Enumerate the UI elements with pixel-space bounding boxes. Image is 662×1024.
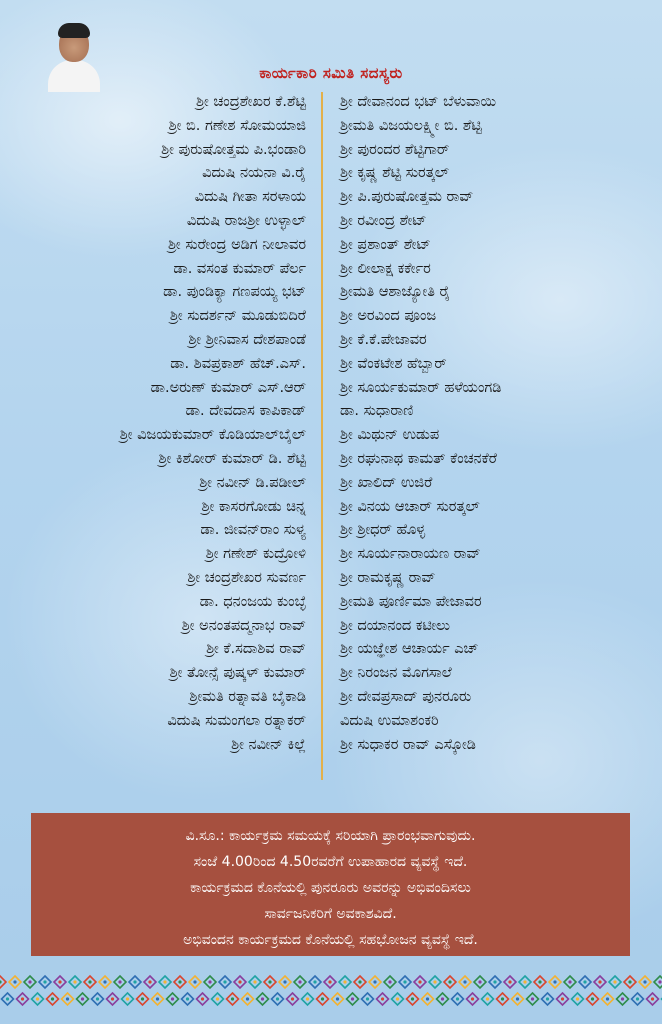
- pattern-dot: [163, 980, 166, 983]
- pattern-dot: [0, 980, 2, 983]
- member-right-22: ಶ್ರೀಮತಿ ಪೂರ್ಣಿಮಾ ಪೇಜಾವರ: [340, 593, 482, 610]
- member-right-6: ಶ್ರೀ ರವೀಂದ್ರ ಶೇಟ್: [340, 212, 427, 229]
- pattern-dot: [658, 980, 661, 983]
- pattern-dot: [381, 997, 384, 1000]
- pattern-dot: [306, 997, 309, 1000]
- member-left-21: ಶ್ರೀ ಚಂದ್ರಶೇಖರ ಸುವರ್ಣ: [187, 569, 306, 586]
- pattern-dot: [486, 997, 489, 1000]
- column-divider: [321, 92, 323, 780]
- notice-line-3: ಕಾರ್ಯಕ್ರಮದ ಕೊನೆಯಲ್ಲಿ ಪುನರೂರು ಅವರನ್ನು ಅಭಿವಂದಿಸಲು: [190, 880, 471, 896]
- member-left-20: ಶ್ರೀ ಗಣೇಶ್ ಕುದ್ರೋಳಿ: [205, 546, 306, 563]
- member-right-18: ಶ್ರೀ ವಿನಯ ಆಚಾರ್ ಸುರತ್ಕಲ್: [340, 498, 480, 515]
- pattern-dot: [246, 997, 249, 1000]
- member-left-19: ಡಾ. ಜೀವನ್‌ರಾಂ ಸುಳ್ಯ: [200, 522, 306, 539]
- pattern-dot: [223, 980, 226, 983]
- pattern-dot: [276, 997, 279, 1000]
- members-right-column: [340, 91, 656, 757]
- pattern-dot: [358, 980, 361, 983]
- pattern-dot: [613, 980, 616, 983]
- pattern-dot: [621, 997, 624, 1000]
- pattern-dot: [6, 997, 9, 1000]
- pattern-dot: [133, 980, 136, 983]
- members-left-column: [20, 91, 306, 757]
- pattern-dot: [583, 980, 586, 983]
- member-right-27: ವಿದುಷಿ ಉಮಾಶಂಕರಿ: [340, 712, 439, 729]
- pattern-dot: [13, 980, 16, 983]
- pattern-dot: [321, 997, 324, 1000]
- member-right-2: ಶ್ರೀಮತಿ ವಿಜಯಲಕ್ಷ್ಮೀ ಬಿ. ಶೆಟ್ಟಿ: [340, 117, 482, 134]
- pattern-dot: [28, 980, 31, 983]
- pattern-dot: [366, 997, 369, 1000]
- member-left-13: ಡಾ.ಅರುಣ್ ಕುಮಾರ್ ಎಸ್.ಆರ್: [150, 379, 306, 396]
- member-left-14: ಡಾ. ದೇವದಾಸ ಕಾಪಿಕಾಡ್: [185, 403, 306, 420]
- pattern-dot: [186, 997, 189, 1000]
- pattern-dot: [261, 997, 264, 1000]
- member-left-3: ಶ್ರೀ ಪುರುಷೋತ್ತಮ ಪಿ.ಭಂಡಾರಿ: [161, 141, 306, 158]
- pattern-dot: [148, 980, 151, 983]
- pattern-dot: [591, 997, 594, 1000]
- pattern-dot: [471, 997, 474, 1000]
- member-right-23: ಶ್ರೀ ದಯಾನಂದ ಕಟೀಲು: [340, 617, 451, 634]
- pattern-dot: [448, 980, 451, 983]
- notice-line-5: ಅಭಿವಂದನ ಕಾರ್ಯಕ್ರಮದ ಕೊನೆಯಲ್ಲಿ ಸಹಭೋಜನ ವ್ಯವಸ್ಥೆ ಇದೆ.: [183, 932, 478, 948]
- pattern-dot: [81, 997, 84, 1000]
- member-left-1: ಶ್ರೀ ಚಂದ್ರಶೇಖರ ಕೆ.ಶೆಟ್ಟಿ: [196, 94, 306, 110]
- pattern-dot: [568, 980, 571, 983]
- member-right-10: ಶ್ರೀ ಅರವಿಂದ ಪೂಂಜ: [340, 308, 437, 325]
- pattern-dot: [411, 997, 414, 1000]
- member-left-4: ವಿದುಷಿ ನಯನಾ ವಿ.ರೈ: [202, 165, 306, 182]
- pattern-dot: [561, 997, 564, 1000]
- pattern-dot: [313, 980, 316, 983]
- pattern-dot: [253, 980, 256, 983]
- pattern-dot: [343, 980, 346, 983]
- pattern-dot: [396, 997, 399, 1000]
- member-left-18: ಶ್ರೀ ಕಾಸರಗೋಡು ಚಿನ್ನ: [201, 498, 306, 515]
- pattern-dot: [336, 997, 339, 1000]
- member-right-4: ಶ್ರೀ ಕೃಷ್ಣ ಶೆಟ್ಟಿ ಸುರತ್ಕಲ್: [340, 165, 449, 182]
- pattern-dot: [216, 997, 219, 1000]
- pattern-dot: [553, 980, 556, 983]
- member-right-28: ಶ್ರೀ ಸುಧಾಕರ ರಾವ್ ಎಸ್ಕೋಡಿ: [340, 736, 476, 753]
- pattern-dot: [351, 997, 354, 1000]
- member-left-23: ಶ್ರೀ ಅನಂತಪದ್ಮನಾಭ ರಾವ್: [181, 617, 306, 634]
- pattern-dot: [118, 980, 121, 983]
- member-left-17: ಶ್ರೀ ನವೀನ್ ಡಿ.ಪಡೀಲ್: [199, 474, 306, 491]
- member-right-13: ಶ್ರೀ ಸೂರ್ಯಕುಮಾರ್ ಹಳೆಯಂಗಡಿ: [340, 379, 502, 396]
- member-left-7: ಶ್ರೀ ಸುರೇಂದ್ರ ಅಡಿಗ ನೀಲಾವರ: [167, 236, 306, 253]
- pattern-dot: [43, 980, 46, 983]
- pattern-dot: [291, 997, 294, 1000]
- pattern-dot: [88, 980, 91, 983]
- member-right-26: ಶ್ರೀ ದೇವಪ್ರಸಾದ್ ಪುನರೂರು: [340, 688, 472, 705]
- pattern-dot: [463, 980, 466, 983]
- member-left-27: ವಿದುಷಿ ಸುಮಂಗಲಾ ರತ್ನಾಕರ್: [167, 712, 306, 729]
- notice-line-1: ವಿ.ಸೂ.: ಕಾರ್ಯಕ್ರಮ ಸಮಯಕ್ಕೆ ಸರಿಯಾಗಿ ಪ್ರಾರಂಭವಾಗುವುದು.: [185, 828, 476, 844]
- pattern-dot: [651, 997, 654, 1000]
- pattern-dot: [231, 997, 234, 1000]
- pattern-dot: [426, 997, 429, 1000]
- member-right-1: ಶ್ರೀ ದೇವಾನಂದ ಭಟ್ ಬೆಳುವಾಯಿ: [340, 94, 497, 110]
- pattern-dot: [66, 997, 69, 1000]
- member-right-5: ಶ್ರೀ ಪಿ.ಪುರುಷೋತ್ತಮ ರಾವ್: [340, 189, 474, 206]
- member-left-15: ಶ್ರೀ ವಿಜಯಕುಮಾರ್ ಕೊಡಿಯಾಲ್‌ಬೈಲ್: [119, 427, 306, 444]
- portrait-hair: [58, 23, 90, 38]
- pattern-dot: [441, 997, 444, 1000]
- member-right-12: ಶ್ರೀ ವೆಂಕಟೇಶ ಹೆಬ್ಬಾರ್: [340, 355, 447, 372]
- pattern-dot: [36, 997, 39, 1000]
- pattern-dot: [501, 997, 504, 1000]
- pattern-dot: [628, 980, 631, 983]
- notice-line-4: ಸಾರ್ವಜನಿಕರಿಗೆ ಅವಕಾಶವಿದೆ.: [264, 906, 397, 922]
- member-right-21: ಶ್ರೀ ರಾಮಕೃಷ್ಣ ರಾವ್: [340, 569, 436, 586]
- pattern-dot: [456, 997, 459, 1000]
- member-right-25: ಶ್ರೀ ನಿರಂಜನ ಮೊಗಸಾಲೆ: [340, 665, 452, 682]
- pattern-dot: [171, 997, 174, 1000]
- member-right-15: ಶ್ರೀ ಮಿಥುನ್ ಉಡುಪ: [340, 427, 440, 444]
- member-right-9: ಶ್ರೀಮತಿ ಆಶಾಜ್ಯೋತಿ ರೈ: [340, 284, 451, 301]
- pattern-dot: [178, 980, 181, 983]
- pattern-dot: [493, 980, 496, 983]
- member-right-20: ಶ್ರೀ ಸೂರ್ಯನಾರಾಯಣ ರಾವ್: [340, 546, 481, 563]
- pattern-dot: [111, 997, 114, 1000]
- decorative-border-pattern: [0, 972, 662, 1010]
- pattern-dot: [238, 980, 241, 983]
- member-left-24: ಶ್ರೀ ಕೆ.ಸದಾಶಿವ ರಾವ್: [206, 641, 306, 658]
- member-right-24: ಶ್ರೀ ಯಜ್ಞೇಶ ಆಚಾರ್ಯ ಎಚ್: [340, 641, 479, 658]
- pattern-dot: [433, 980, 436, 983]
- member-left-26: ಶ್ರೀಮತಿ ರತ್ನಾವತಿ ಬೈಕಾಡಿ: [189, 688, 306, 705]
- pattern-dot: [516, 997, 519, 1000]
- pattern-dot: [193, 980, 196, 983]
- member-right-14: ಡಾ. ಸುಧಾರಾಣಿ: [340, 403, 414, 420]
- pattern-dot: [538, 980, 541, 983]
- pattern-dot: [523, 980, 526, 983]
- page-title: ಕಾರ್ಯಕಾರಿ ಸಮಿತಿ ಸದಸ್ಯರು: [259, 64, 403, 82]
- pattern-dot: [606, 997, 609, 1000]
- member-right-17: ಶ್ರೀ ಖಾಲಿದ್ ಉಜಿರೆ: [340, 474, 433, 491]
- pattern-dot: [388, 980, 391, 983]
- pattern-dot: [21, 997, 24, 1000]
- member-left-2: ಶ್ರೀ ಬಿ. ಗಣೇಶ ಸೋಮಯಾಜಿ: [168, 117, 306, 134]
- pattern-dot: [636, 997, 639, 1000]
- member-left-25: ಶ್ರೀ ತೋನ್ಸೆ ಪುಷ್ಕಳ್ ಕುಮಾರ್: [169, 665, 306, 682]
- pattern-dot: [373, 980, 376, 983]
- pattern-dot: [328, 980, 331, 983]
- pattern-dot: [141, 997, 144, 1000]
- pattern-dot: [103, 980, 106, 983]
- member-right-7: ಶ್ರೀ ಪ್ರಶಾಂತ್ ಶೇಟ್: [340, 236, 431, 253]
- member-right-8: ಶ್ರೀ ಲೀಲಾಕ್ಷ ಕರ್ಕೇರ: [340, 260, 431, 277]
- member-left-9: ಡಾ. ಪುಂಡಿಕ್ಯಾ ಗಣಪಯ್ಯ ಭಟ್: [163, 284, 306, 301]
- pattern-dot: [126, 997, 129, 1000]
- member-left-8: ಡಾ. ವಸಂತ ಕುಮಾರ್ ಪೆರ್ಲ: [173, 260, 306, 277]
- member-left-16: ಶ್ರೀ ಕಿಶೋರ್ ಕುಮಾರ್ ಡಿ. ಶೆಟ್ಟಿ: [158, 450, 306, 467]
- pattern-dot: [208, 980, 211, 983]
- pattern-dot: [156, 997, 159, 1000]
- pattern-dot: [531, 997, 534, 1000]
- pattern-dot: [478, 980, 481, 983]
- pattern-dot: [418, 980, 421, 983]
- member-left-12: ಡಾ. ಶಿವಪ್ರಕಾಶ್ ಹೆಚ್.ಎಸ್.: [170, 355, 306, 372]
- member-left-6: ವಿದುಷಿ ರಾಜಶ್ರೀ ಉಳ್ಳಾಲ್: [186, 212, 306, 229]
- member-right-11: ಶ್ರೀ ಕೆ.ಕೆ.ಪೇಜಾವರ: [340, 331, 427, 348]
- pattern-dot: [508, 980, 511, 983]
- pattern-dot: [283, 980, 286, 983]
- member-right-16: ಶ್ರೀ ರಘುನಾಥ ಕಾಮತ್ ಕೆಂಚನಕೆರೆ: [340, 450, 497, 467]
- notice-line-2: ಸಂಜೆ 4.00ರಿಂದ 4.50ರವರೆಗೆ ಉಪಾಹಾರದ ವ್ಯವಸ್ಥೆ ಇದೆ.: [193, 854, 468, 870]
- pattern-dot: [268, 980, 271, 983]
- pattern-dot: [598, 980, 601, 983]
- pattern-dot: [576, 997, 579, 1000]
- pattern-dot: [403, 980, 406, 983]
- pattern-dot: [51, 997, 54, 1000]
- pattern-dot: [201, 997, 204, 1000]
- member-left-22: ಡಾ. ಧನಂಜಯ ಕುಂಬ್ಳೆ: [199, 593, 306, 610]
- pattern-dot: [96, 997, 99, 1000]
- pattern-dot: [643, 980, 646, 983]
- pattern-dot: [546, 997, 549, 1000]
- pattern-dot: [73, 980, 76, 983]
- member-left-5: ವಿದುಷಿ ಗೀತಾ ಸರಳಾಯ: [194, 189, 306, 206]
- member-right-3: ಶ್ರೀ ಪುರಂದರ ಶೆಟ್ಟಿಗಾರ್: [340, 141, 450, 158]
- member-left-11: ಶ್ರೀ ಶ್ರೀನಿವಾಸ ದೇಶಪಾಂಡೆ: [188, 331, 306, 348]
- member-right-19: ಶ್ರೀ ಶ್ರೀಧರ್ ಹೊಳ್ಳ: [340, 522, 426, 539]
- pattern-dot: [58, 980, 61, 983]
- member-left-28: ಶ್ರೀ ನವೀನ್ ಕಿಲ್ಲೆ: [231, 736, 306, 753]
- pattern-dot: [298, 980, 301, 983]
- notice-box: [31, 813, 630, 956]
- member-left-10: ಶ್ರೀ ಸುದರ್ಶನ್ ಮೂಡುಬಿದಿರೆ: [169, 308, 306, 325]
